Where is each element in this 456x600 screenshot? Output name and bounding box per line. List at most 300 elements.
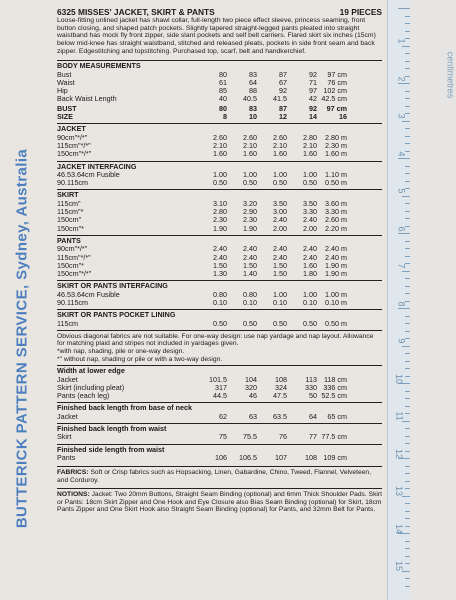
row-value: 2.40 m	[325, 252, 347, 262]
row-value: 63	[249, 411, 257, 421]
row-value: 0.10	[303, 297, 317, 307]
ruler-tick	[402, 196, 410, 197]
row-value: 2.40 m	[325, 244, 347, 254]
row-value: 62	[219, 411, 227, 421]
row-value: 1.90	[243, 223, 257, 233]
section-table	[57, 134, 347, 159]
ruler-number: 8	[396, 300, 407, 307]
row-value: 12	[279, 112, 287, 122]
ruler-tick	[405, 256, 410, 257]
row-value: 63.5	[273, 411, 287, 421]
row-value: 3.00	[273, 207, 287, 217]
row-value: 1.10 m	[325, 169, 347, 179]
row-value: 1.60 m	[325, 149, 347, 159]
row-value: 1.50	[273, 269, 287, 279]
note-with-nap: *with nap, shading, pile or one-way design.	[57, 348, 185, 356]
side-brand-strip	[0, 150, 38, 590]
section-table	[57, 320, 347, 328]
row-value: 47.5	[273, 391, 287, 401]
ruler-number: 7	[396, 263, 407, 269]
row-value: 2.40	[303, 215, 317, 225]
row-value: 324	[275, 382, 287, 392]
row-value: 75	[219, 432, 227, 442]
pattern-title-line	[57, 8, 215, 16]
row-label: 115cm"*/*"	[57, 140, 91, 150]
ruler-tick	[405, 376, 410, 377]
row-value: 104	[245, 374, 257, 384]
ruler-tick	[405, 526, 410, 527]
ruler-tick	[398, 308, 410, 309]
row-value: 80	[219, 69, 227, 79]
row-value: 2.60	[213, 132, 227, 142]
row-value: 1.00 m	[325, 289, 347, 299]
row-value: 92	[309, 69, 317, 79]
row-value: 2.80	[303, 132, 317, 142]
row-value: 85	[219, 86, 227, 96]
ruler-tick	[405, 293, 410, 294]
row-value: 87	[279, 69, 287, 79]
ruler-number: 11	[394, 411, 405, 421]
row-value: 320	[245, 382, 257, 392]
row-value: 46	[249, 391, 257, 401]
fabric-notes	[57, 330, 382, 363]
ruler-tick	[405, 556, 410, 557]
section-heading: SKIRT OR PANTS POCKET LINING	[57, 309, 382, 319]
pattern-number: 6325	[57, 7, 76, 17]
row-value: 75.5	[243, 432, 257, 442]
section-heading: PANTS	[57, 235, 382, 245]
table-row	[57, 150, 347, 158]
row-value: 83	[249, 103, 257, 113]
ruler-tick	[405, 481, 410, 482]
row-value: 0.50	[303, 178, 317, 188]
row-value: 76	[279, 432, 287, 442]
table-row	[57, 95, 347, 103]
ruler-tick	[405, 98, 410, 99]
row-label: BUST	[57, 103, 77, 113]
ruler-tick	[405, 23, 410, 24]
ruler-tick	[405, 488, 410, 489]
row-value: 97 cm	[327, 69, 347, 79]
row-value: 1.00	[273, 169, 287, 179]
row-label: SIZE	[57, 112, 73, 122]
row-value: 1.60	[213, 149, 227, 159]
finished-side-heading: Finished side length from waist	[57, 444, 382, 454]
ruler-tick	[405, 211, 410, 212]
section-heading: SKIRT OR PANTS INTERFACING	[57, 280, 382, 290]
row-value: 92	[309, 103, 317, 113]
ruler-tick	[405, 218, 410, 219]
row-label: 150cm"*/*"	[57, 149, 92, 159]
row-value: 77.5 cm	[321, 432, 347, 442]
ruler-tick	[405, 286, 410, 287]
ruler-number: 6	[396, 225, 407, 232]
width-heading: Width at lower edge	[57, 365, 382, 375]
table-row	[57, 79, 347, 87]
row-value: 3.60 m	[325, 198, 347, 208]
body-measurements-table	[57, 71, 347, 104]
ruler-number: 14	[393, 523, 404, 534]
row-value: 1.50	[213, 260, 227, 270]
row-label: 46.53.64cm Fusible	[57, 289, 120, 299]
ruler-tick	[402, 46, 410, 47]
ruler-tick	[405, 518, 410, 519]
row-value: 80	[219, 103, 227, 113]
row-value: 10	[249, 112, 257, 122]
ruler-number: 9	[396, 338, 407, 344]
ruler-tick	[405, 53, 410, 54]
row-value: 3.20	[243, 198, 257, 208]
finished-waist-table	[57, 433, 347, 441]
row-value: 2.30	[243, 215, 257, 225]
row-value: 2.20 m	[325, 223, 347, 233]
row-value: 0.50	[243, 178, 257, 188]
row-value: 2.60	[243, 132, 257, 142]
row-value: 102 cm	[323, 86, 347, 96]
table-row	[57, 179, 347, 187]
row-value: 44.5	[213, 391, 227, 401]
row-value: 0.10 m	[325, 297, 347, 307]
fabrics-label: FABRICS:	[57, 469, 89, 477]
section-heading: SKIRT	[57, 189, 382, 199]
row-value: 2.10	[243, 140, 257, 150]
section-heading: JACKET	[57, 123, 382, 133]
row-value: 2.40	[273, 252, 287, 262]
finished-neck-heading: Finished back length from base of neck	[57, 402, 382, 412]
ruler-tick	[405, 361, 410, 362]
row-label: Back Waist Length	[57, 94, 117, 104]
ruler-number: 4	[396, 150, 407, 157]
row-label: Skirt	[57, 432, 72, 442]
table-row	[57, 299, 347, 307]
ruler-tick	[405, 136, 410, 137]
ruler-tick	[398, 233, 410, 234]
table-row	[57, 392, 347, 400]
row-label: 115cm"*/*"	[57, 252, 91, 262]
row-value: 71	[309, 77, 317, 87]
notions-section	[57, 488, 382, 514]
row-value: 2.40	[243, 244, 257, 254]
row-value: 3.30	[303, 207, 317, 217]
row-value: 106	[215, 452, 227, 462]
size-table	[57, 105, 347, 122]
row-value: 108	[275, 374, 287, 384]
row-value: 1.30	[213, 269, 227, 279]
row-value: 0.50	[213, 318, 227, 328]
ruler-tick	[405, 68, 410, 69]
row-value: 64	[309, 411, 317, 421]
row-value: 1.00	[303, 289, 317, 299]
row-value: 40	[219, 94, 227, 104]
row-value: 1.60	[243, 149, 257, 159]
ruler-tick	[405, 248, 410, 249]
ruler-tick	[405, 473, 410, 474]
row-value: 3.50	[273, 198, 287, 208]
section-table	[57, 171, 347, 188]
row-label: Skirt (including pleat)	[57, 382, 125, 392]
row-value: 97	[309, 86, 317, 96]
row-value: 1.00	[273, 289, 287, 299]
row-value: 106.5	[239, 452, 257, 462]
ruler-tick	[398, 83, 410, 84]
row-label: 90.115cm	[57, 297, 89, 307]
ruler-tick	[405, 143, 410, 144]
row-label: 150cm"*/*"	[57, 269, 92, 279]
row-value: 2.40	[213, 244, 227, 254]
row-value: 1.00	[243, 169, 257, 179]
fabrics-section	[57, 466, 382, 484]
row-value: 1.60	[303, 149, 317, 159]
side-brand-text: BUTTERICK PATTERN SERVICE, Sydney, Australia	[13, 148, 31, 529]
ruler-label: centimetres	[445, 51, 456, 99]
row-value: 0.10	[273, 297, 287, 307]
row-value: 1.60	[303, 260, 317, 270]
row-value: 0.80	[213, 289, 227, 299]
row-value: 77	[309, 432, 317, 442]
pattern-pieces: 19 PIECES	[339, 7, 382, 17]
row-label: Pants (each leg)	[57, 391, 110, 401]
fabrics-text: Soft or Crisp fabrics such as Hopsacking, Linen, Gabardine, Chino, Tweed, Flannel, Velveteen, and Corduroy.	[57, 469, 371, 484]
row-value: 50	[309, 391, 317, 401]
row-value: 1.90 m	[325, 269, 347, 279]
ruler-tick	[405, 91, 410, 92]
row-value: 88	[249, 86, 257, 96]
section-table	[57, 200, 347, 233]
ruler-tick	[398, 158, 410, 159]
yardage-sections	[57, 123, 382, 328]
ruler-tick	[405, 503, 410, 504]
ruler-number: 2	[396, 75, 407, 82]
row-value: 0.50 m	[325, 318, 347, 328]
ruler-tick	[405, 166, 410, 167]
row-value: 107	[275, 452, 287, 462]
row-label: 150cm"	[57, 215, 82, 225]
ruler-tick	[405, 398, 410, 399]
ruler-tick	[405, 391, 410, 392]
notions-label: NOTIONS:	[57, 491, 90, 499]
ruler-number: 15	[393, 560, 404, 572]
row-value: 2.10	[303, 140, 317, 150]
row-value: 108	[305, 452, 317, 462]
row-label: 90cm"*/*"	[57, 132, 88, 142]
row-value: 87	[279, 103, 287, 113]
ruler-tick	[405, 203, 410, 204]
row-value: 2.40	[243, 252, 257, 262]
ruler-tick	[405, 368, 410, 369]
row-value: 2.40	[303, 252, 317, 262]
row-value: 3.10	[213, 198, 227, 208]
width-table	[57, 376, 347, 401]
row-value: 1.50	[273, 260, 287, 270]
ruler-tick	[405, 331, 410, 332]
ruler-tick	[398, 8, 410, 9]
ruler-tick	[405, 16, 410, 17]
pattern-header	[57, 8, 382, 16]
table-row	[57, 454, 347, 462]
ruler-tick	[405, 173, 410, 174]
pattern-title: MISSES' JACKET, SKIRT & PANTS	[77, 7, 215, 17]
row-label: 90cm"*/*"	[57, 244, 88, 254]
note-obvious: Obvious diagonal fabrics are not suitable. For one-way design: use nap yardage and nap layout. Allowance for matching plaid and stripes not included in yardages given.	[57, 332, 374, 348]
row-value: 0.50	[213, 178, 227, 188]
row-value: 2.90	[243, 207, 257, 217]
row-label: Hip	[57, 86, 68, 96]
row-label: Jacket	[57, 411, 78, 421]
ruler-tick	[405, 323, 410, 324]
row-value: 1.00	[303, 169, 317, 179]
row-value: 0.50	[303, 318, 317, 328]
row-label: 150cm"*	[57, 223, 84, 233]
ruler-tick	[405, 428, 410, 429]
row-value: 336 cm	[323, 382, 347, 392]
row-value: 92	[279, 86, 287, 96]
row-label: Pants	[57, 452, 76, 462]
row-value: 1.80	[303, 269, 317, 279]
row-value: 2.80 m	[325, 132, 347, 142]
row-label: 150cm"*	[57, 260, 84, 270]
table-row	[57, 113, 347, 121]
row-value: 67	[279, 77, 287, 87]
ruler-tick	[402, 121, 410, 122]
row-value: 42	[309, 94, 317, 104]
section-heading: JACKET INTERFACING	[57, 161, 382, 171]
row-label: 115cm"*	[57, 207, 84, 217]
ruler-tick	[405, 128, 410, 129]
ruler-tick	[405, 578, 410, 579]
ruler-tick	[405, 181, 410, 182]
row-value: 0.10	[243, 297, 257, 307]
row-value: 1.90	[213, 223, 227, 233]
row-value: 1.40	[243, 269, 257, 279]
row-value: 2.60 m	[325, 215, 347, 225]
row-label: Bust	[57, 69, 72, 79]
row-value: 1.90 m	[325, 260, 347, 270]
row-label: Waist	[57, 77, 75, 87]
row-value: 2.00	[273, 223, 287, 233]
pattern-details	[57, 8, 382, 514]
row-value: 3.50	[303, 198, 317, 208]
ruler-number: 3	[396, 113, 407, 119]
finished-side-table	[57, 454, 347, 462]
note-without-nap: *" without nap, shading or pile or with a two-way design.	[57, 355, 223, 363]
row-value: 101.5	[209, 374, 227, 384]
ruler-tick	[405, 316, 410, 317]
ruler-tick	[405, 31, 410, 32]
ruler-number: 10	[393, 373, 404, 384]
ruler-tick	[405, 451, 410, 452]
ruler-tick	[405, 443, 410, 444]
ruler-tick	[405, 278, 410, 279]
row-value: 0.50	[273, 178, 287, 188]
section-table	[57, 291, 347, 308]
row-value: 2.30 m	[325, 140, 347, 150]
row-value: 2.40	[273, 215, 287, 225]
row-value: 1.60	[273, 149, 287, 159]
row-value: 3.30 m	[325, 207, 347, 217]
ruler-tick	[405, 106, 410, 107]
row-value: 113	[305, 374, 317, 384]
row-value: 42.5 cm	[321, 94, 347, 104]
row-value: 0.50 m	[325, 178, 347, 188]
ruler-tick	[405, 548, 410, 549]
row-value: 2.80	[213, 207, 227, 217]
row-value: 1.00	[213, 169, 227, 179]
row-label: Jacket	[57, 374, 78, 384]
row-value: 40.5	[243, 94, 257, 104]
row-value: 2.30	[213, 215, 227, 225]
ruler-tick	[402, 271, 410, 272]
table-row	[57, 71, 347, 79]
body-measurements-heading: BODY MEASUREMENTS	[57, 60, 382, 70]
pattern-description: Loose-fitting unlined jacket has shawl collar, full-length two piece effect sleeve, princess seaming, front button closing, and shaped patch pockets. Slightly tapered straight-legged pants pleated into straight waistband has mock fly front zipper, side slant pockets and self belt carriers. Flared skirt six inches (15cm) below mid-knee has straight waistband, stitched and released pleats, pockets in side front seam and back zipper. Edgestitching and topstitching. Purchased top, scarf, belt and handkerchief.	[57, 17, 376, 55]
ruler-number: 12	[393, 448, 404, 459]
row-value: 16	[339, 112, 347, 122]
table-row	[57, 320, 347, 328]
ruler-tick	[405, 406, 410, 407]
table-row	[57, 270, 347, 278]
finished-neck-table	[57, 413, 347, 421]
table-row	[57, 225, 347, 233]
row-value: 2.40	[303, 244, 317, 254]
row-value: 83	[249, 69, 257, 79]
ruler-tick	[405, 413, 410, 414]
row-value: 330	[305, 382, 317, 392]
row-value: 109 cm	[323, 452, 347, 462]
table-row	[57, 433, 347, 441]
row-value: 0.10	[213, 297, 227, 307]
measurement-ruler	[387, 0, 456, 600]
row-label: 90.115cm	[57, 178, 89, 188]
row-value: 41.5	[273, 94, 287, 104]
row-value: 2.40	[273, 244, 287, 254]
row-value: 14	[309, 112, 317, 122]
table-row	[57, 413, 347, 421]
row-value: 61	[219, 77, 227, 87]
row-value: 0.50	[273, 318, 287, 328]
ruler-tick	[405, 586, 410, 587]
row-value: 317	[215, 382, 227, 392]
ruler-number: 1	[396, 38, 407, 44]
row-label: 115cm"	[57, 198, 81, 208]
ruler-tick	[405, 241, 410, 242]
row-value: 65 cm	[327, 411, 347, 421]
ruler-tick	[405, 61, 410, 62]
row-value: 2.10	[273, 140, 287, 150]
row-value: 64	[249, 77, 257, 87]
row-value: 76 cm	[327, 77, 347, 87]
row-value: 2.60	[273, 132, 287, 142]
row-label: 46.53.64cm Fusible	[57, 169, 120, 179]
row-value: 1.50	[243, 260, 257, 270]
row-value: 0.50	[243, 318, 257, 328]
row-label: 115cm	[57, 318, 79, 328]
section-table	[57, 245, 347, 278]
notions-text: Jacket: Two 20mm Buttons, Straight Seam Binding (optional) and 6mm Thick Shoulder Pads. Skirt or Pants: 18cm Skirt Zipper and One Hook and Eye Closure also Bias Seam Binding (optional) for Skirt, 18cm Pants Zipper and One Skirt Hook also Straight Seam Binding (optional) for Pants, and 32mm Belt for Pants.	[57, 491, 382, 514]
row-value: 0.80	[243, 289, 257, 299]
ruler-number: 5	[396, 188, 407, 194]
size-table-wrap	[57, 105, 382, 122]
row-value: 52.5 cm	[321, 391, 347, 401]
row-value: 118 cm	[323, 374, 347, 384]
ruler-number: 13	[393, 485, 404, 497]
row-value: 2.10	[213, 140, 227, 150]
ruler-tick	[402, 346, 410, 347]
ruler-tick	[405, 466, 410, 467]
row-value: 2.40	[213, 252, 227, 262]
row-value: 8	[223, 112, 227, 122]
ruler-tick	[405, 436, 410, 437]
ruler-tick	[405, 353, 410, 354]
